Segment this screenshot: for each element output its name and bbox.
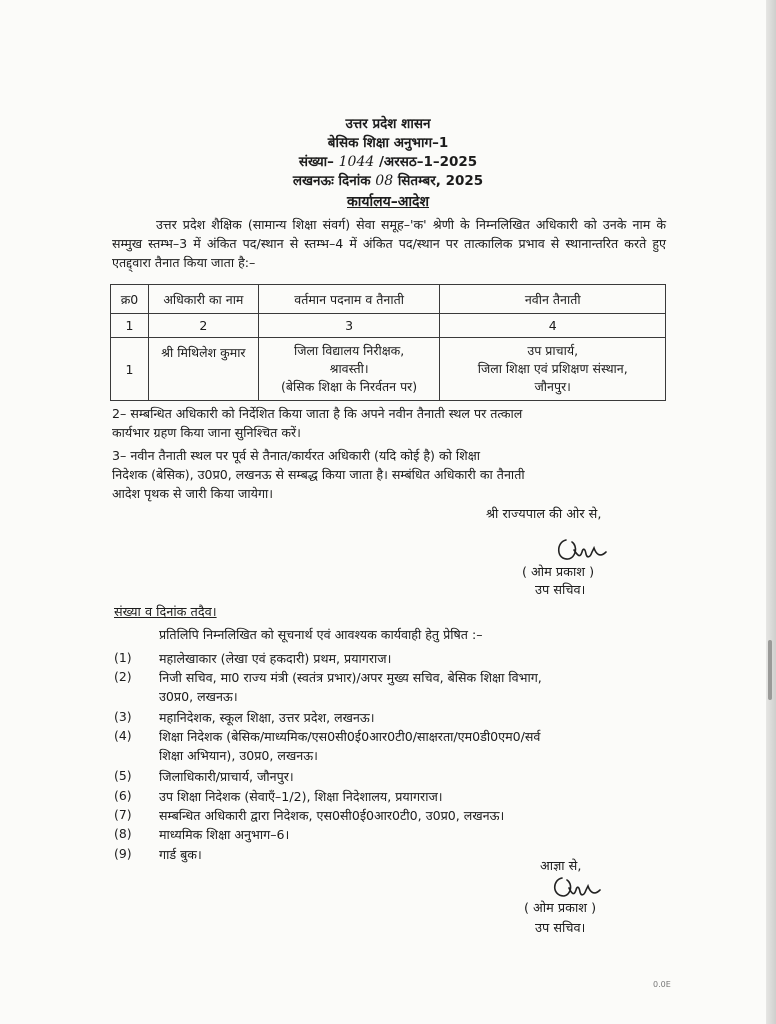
signatory-designation-2: उप सचिव।: [535, 921, 586, 936]
para-line: 3– नवीन तैनाती स्थल पर पूर्व से तैनात/कार्यरत अधिकारी (यदि कोई है) को शिक्षा: [112, 448, 480, 463]
header-current: वर्तमान पदनाम व तैनाती: [258, 285, 440, 314]
row-new-post: [440, 338, 666, 401]
copy-intro: प्रतिलिपि निम्नलिखित को सूचनार्थ एवं आवश्यक कार्यवाही हेतु प्रेषित :–: [159, 627, 483, 642]
page-edge-shadow: [766, 0, 776, 1024]
section-heading: बेसिक शिक्षा अनुभाग–1: [327, 135, 449, 151]
new-post-line: उप प्राचार्य,: [527, 343, 579, 358]
item-number: (2): [114, 669, 132, 684]
para-line: 2– सम्बन्धित अधिकारी को निर्देशित किया जाता है कि अपने नवीन तैनाती स्थल पर तत्काल: [112, 406, 523, 421]
signatory-designation: उप सचिव।: [535, 583, 586, 598]
intro-paragraph: उत्तर प्रदेश शैक्षिक (सामान्य शिक्षा संवर्ग) सेवा समूह–'क' श्रेणी के निम्नलिखित अधिकारी को उनके नाम के सम्मुख स्तम्भ–3 में अंकित पद/स्थान से स्तम्भ–4 में अंकित पद/स्थान पर तात्कालिक प्रभाव से स्थानान्तरित करते हुए एतद्द्वारा तैनात किया जाता है:–: [112, 217, 666, 270]
transfer-table: [110, 284, 666, 401]
new-post-line: जिला शिक्षा एवं प्रशिक्षण संस्थान,: [477, 361, 628, 376]
item-text-cont: शिक्षा अभियान), उ0प्र0, लखनऊ।: [159, 748, 318, 763]
item-number: (3): [114, 709, 132, 724]
scroll-indicator: [768, 640, 772, 700]
item-text-cont: उ0प्र0, लखनऊ।: [159, 689, 238, 704]
table-row: [111, 338, 666, 401]
item-number: (1): [114, 650, 132, 665]
item-text: उप शिक्षा निदेशक (सेवाएँ–1/2), शिक्षा निदेशालय, प्रयागराज।: [159, 789, 443, 804]
item-number: (6): [114, 788, 132, 803]
col-number: 3: [258, 314, 440, 338]
paragraph-2: [112, 404, 672, 442]
on-behalf-line: श्री राज्यपाल की ओर से,: [486, 507, 602, 522]
current-post-line: (बेसिक शिक्षा के निरर्वतन पर): [281, 379, 418, 394]
item-number: (9): [114, 846, 132, 861]
header-sno: क्र0: [111, 285, 149, 314]
by-order-line: आज्ञा से,: [540, 859, 582, 874]
item-text: महालेखाकार (लेखा एवं हकदारी) प्रथम, प्रयागराज।: [159, 651, 392, 666]
new-post-line: जौनपुर।: [534, 379, 571, 394]
table-number-row: [111, 314, 666, 338]
order-number: [0, 152, 776, 170]
order-date: [0, 171, 776, 189]
row-officer-name: श्री मिथिलेश कुमार: [148, 338, 258, 401]
para-line: आदेश पृथक से जारी किया जायेगा।: [112, 486, 274, 501]
col-number: 4: [440, 314, 666, 338]
item-text: गार्ड बुक।: [159, 847, 202, 862]
signature-1: [552, 532, 612, 566]
govt-heading: उत्तर प्रदेश शासन: [345, 116, 431, 132]
item-number: (4): [114, 728, 132, 743]
item-text: निजी सचिव, मा0 राज्य मंत्री (स्वतंत्र प्रभार)/अपर मुख्य सचिव, बेसिक शिक्षा विभाग,: [159, 670, 542, 685]
signatory-name-2: ( ओम प्रकाश ): [524, 901, 597, 916]
current-post-line: श्रावस्ती।: [329, 361, 369, 376]
number-prefix: संख्या–: [298, 154, 334, 170]
date-handwritten: 08: [375, 173, 394, 189]
item-text: सम्बन्धित अधिकारी द्वारा निदेशक, एस0सी0ई0आर0टी0, उ0प्र0, लखनऊ।: [159, 808, 505, 823]
para-line: कार्यभार ग्रहण किया जाना सुनिश्चित करें।: [112, 425, 301, 440]
para-line: निदेशक (बेसिक), उ0प्र0, लखनऊ से सम्बद्ध किया जाता है। सम्बंधित अधिकारी का तैनाती: [112, 467, 525, 482]
item-number: (5): [114, 768, 132, 783]
row-sno: 1: [111, 338, 149, 401]
header-new: नवीन तैनाती: [440, 285, 666, 314]
current-post-line: जिला विद्यालय निरीक्षक,: [293, 343, 405, 358]
date-suffix: सितम्बर, 2025: [397, 173, 484, 189]
header-name: अधिकारी का नाम: [148, 285, 258, 314]
col-number: 1: [111, 314, 149, 338]
paragraph-3: [112, 446, 672, 503]
item-text: शिक्षा निदेशक (बेसिक/माध्यमिक/एस0सी0ई0आर0टी0/साक्षरता/एम0डी0एम0/सर्व: [159, 729, 541, 744]
number-handwritten: 1044: [338, 154, 375, 170]
col-number: 2: [148, 314, 258, 338]
item-text: जिलाधिकारी/प्राचार्य, जौनपुर।: [159, 769, 294, 784]
row-current-post: [258, 338, 440, 401]
signatory-name: ( ओम प्रकाश ): [522, 565, 595, 580]
item-number: (7): [114, 807, 132, 822]
table-header-row: [111, 285, 666, 314]
date-prefix: लखनऊः दिनांक: [292, 173, 371, 189]
document-title: कार्यालय–आदेश: [347, 194, 429, 210]
item-text: महानिदेशक, स्कूल शिक्षा, उत्तर प्रदेश, लखनऊ।: [159, 710, 375, 725]
item-text: माध्यमिक शिक्षा अनुभाग–6।: [159, 827, 290, 842]
scan-footer-mark: 0.0E: [653, 980, 671, 989]
number-suffix: /अरसठ–1–2025: [378, 154, 478, 170]
reference-line: संख्या व दिनांक तदैव।: [114, 605, 217, 620]
item-number: (8): [114, 826, 132, 841]
